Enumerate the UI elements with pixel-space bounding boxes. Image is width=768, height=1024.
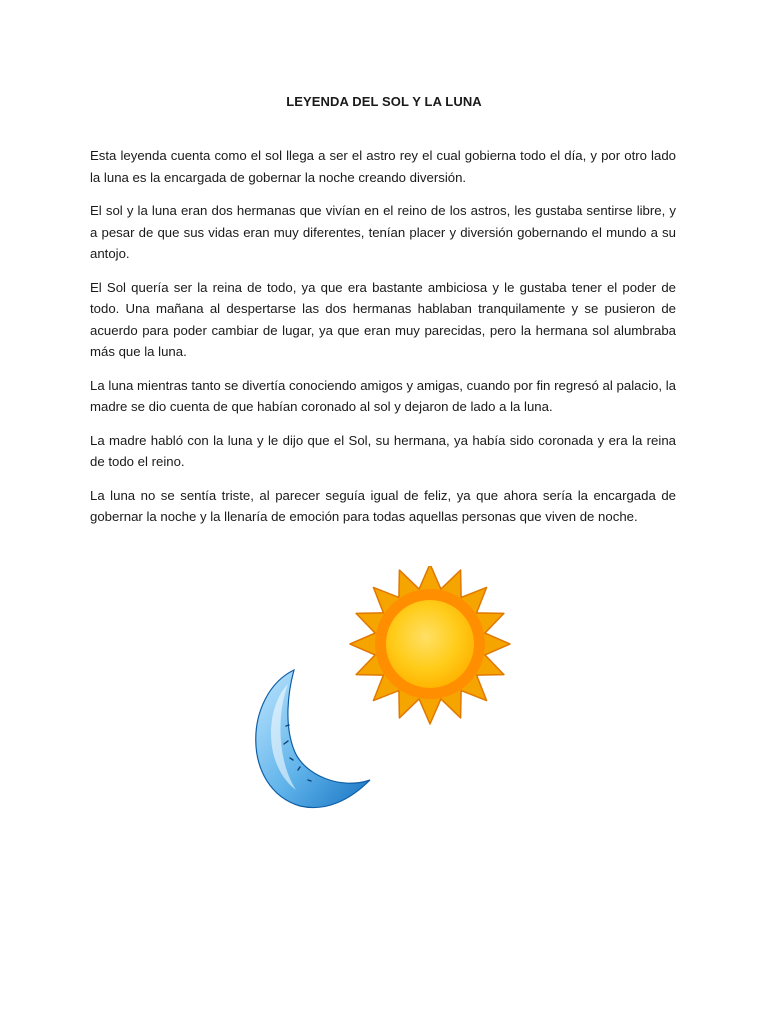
document-body bbox=[90, 145, 676, 540]
paragraph: Esta leyenda cuenta como el sol llega a ser el astro rey el cual gobierna todo el día, y por otro lado la luna es la encargada de gobernar la noche creando diversión. bbox=[90, 148, 676, 185]
crescent-moon-icon bbox=[256, 670, 370, 808]
paragraph: La luna no se sentía triste, al parecer seguía igual de feliz, ya que ahora sería la encargada de gobernar la noche y la llenaría de emoción para todas aquellas personas que viven de noche. bbox=[90, 487, 676, 524]
paragraph: La luna mientras tanto se divertía conociendo amigos y amigas, cuando por fin regresó al palacio, la madre se dio cuenta de que habían coronado al sol y dejaron de lado a la luna. bbox=[90, 377, 676, 414]
sun-moon-illustration bbox=[238, 566, 530, 816]
paragraph: El sol y la luna eran dos hermanas que vivían en el reino de los astros, les gustaba sentirse libre, y a pesar de que sus vidas eran muy diferentes, tenían placer y diversión gobernando el mundo a su antojo. bbox=[90, 203, 676, 261]
paragraph: La madre habló con la luna y le dijo que el Sol, su hermana, ya había sido coronada y era la reina de todo el reino. bbox=[90, 432, 676, 469]
paragraph: El Sol quería ser la reina de todo, ya que era bastante ambiciosa y le gustaba tener el poder de todo. Una mañana al despertarse las dos hermanas hablaban tranquilamente y se pusieron de acuerdo para poder cambiar de lugar, ya que eran muy parecidas, pero la hermana sol alumbraba más que la luna. bbox=[90, 279, 676, 359]
sun-icon bbox=[350, 566, 510, 724]
document-title: LEYENDA DEL SOL Y LA LUNA bbox=[286, 94, 482, 109]
